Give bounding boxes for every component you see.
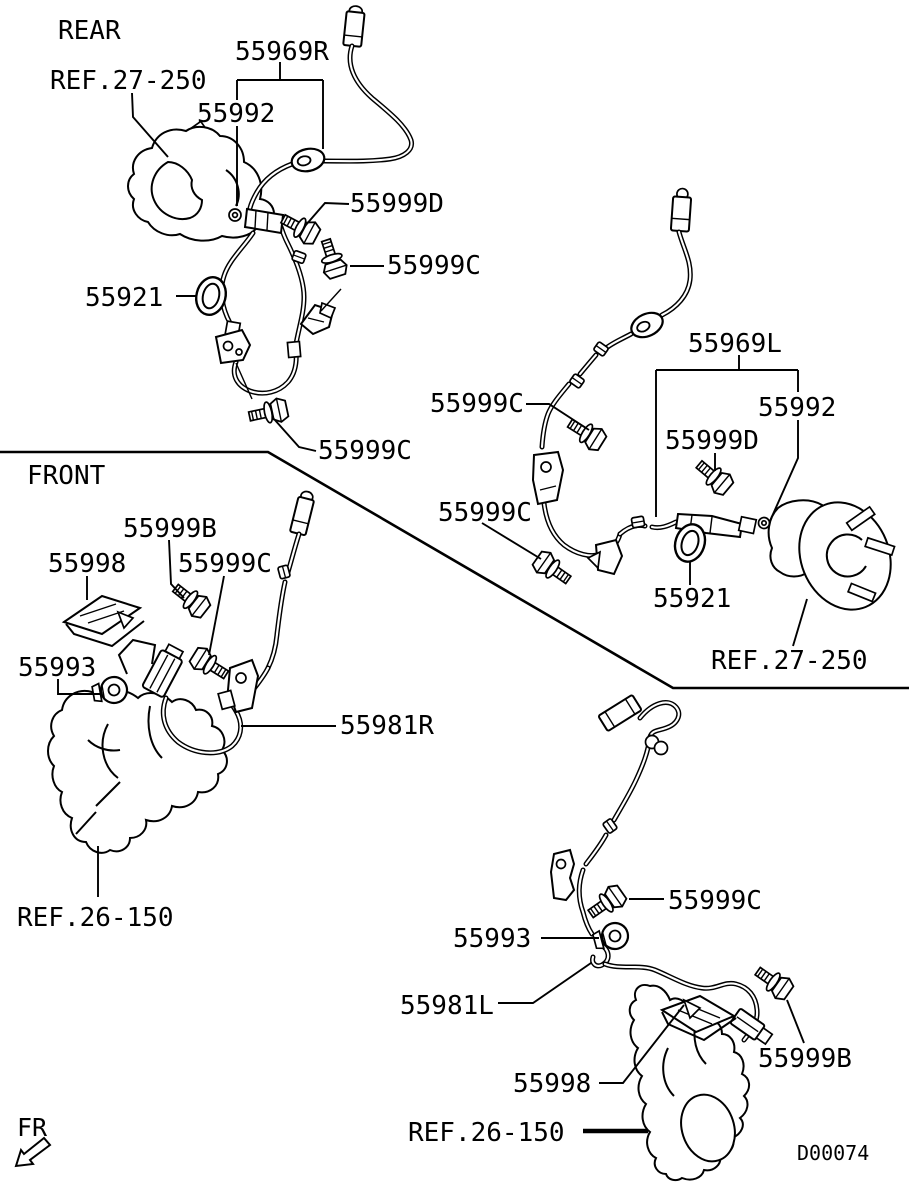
fr-direction-indicator <box>16 1113 50 1166</box>
part-label-55921-left: 55921 <box>85 283 164 313</box>
front-left-sensor <box>142 642 187 697</box>
part-label-ref27-250-left: REF.27-250 <box>50 66 207 96</box>
front-left-bolt-55999B <box>168 579 213 621</box>
front-right-grommet-55993 <box>591 920 631 954</box>
part-label-55999C-front-left: 55999C <box>178 549 272 579</box>
front-right-harness-cable <box>579 703 757 1040</box>
rear-left-mount-bracket <box>216 330 250 363</box>
part-label-55993-right: 55993 <box>453 924 532 954</box>
cable-core <box>605 334 631 349</box>
part-label-ref27-250-right: REF.27-250 <box>711 646 868 676</box>
front-left-connector <box>290 490 316 536</box>
drawing-code: D00074 <box>797 1141 870 1165</box>
rear-left-bolt-55999C-upper <box>315 237 350 281</box>
part-label-ref26-150-left: REF.26-150 <box>17 903 174 933</box>
rear-left-assembly <box>50 5 481 466</box>
section-title-front: FRONT <box>27 461 106 491</box>
front-left-wire-clip <box>119 640 155 674</box>
part-label-55998-left: 55998 <box>48 549 127 579</box>
front-left-clip <box>278 565 291 579</box>
part-label-55999B-right: 55999B <box>758 1044 852 1074</box>
rear-right-assembly <box>430 188 906 676</box>
part-label-55981R: 55981R <box>340 711 434 741</box>
part-label-55999B-left: 55999B <box>123 514 217 544</box>
rear-left-bolt-55999C-lower <box>247 397 289 428</box>
fr-direction-label: FR <box>17 1113 48 1142</box>
rear-right-mount-bracket <box>533 452 563 504</box>
rear-left-cable-bracket <box>301 303 335 334</box>
cable-core <box>580 355 596 374</box>
part-label-55999C-rear-right-upper: 55999C <box>430 389 524 419</box>
rear-right-hub <box>769 489 907 624</box>
rear-right-clip-2 <box>569 373 585 388</box>
rear-right-bolt-55999C-mid <box>530 548 575 589</box>
part-label-55993-left: 55993 <box>18 653 97 683</box>
part-label-55969R: 55969R <box>235 37 329 67</box>
cable-core <box>586 835 606 864</box>
rear-right-bolt-55999D <box>691 455 736 498</box>
cable-core <box>288 534 299 572</box>
part-label-55992-left: 55992 <box>197 99 276 129</box>
part-label-55999C-rear-left-lower: 55999C <box>318 436 412 466</box>
rear-right-bolt-55999C-upper <box>564 413 609 453</box>
part-label-55999D-right: 55999D <box>665 426 759 456</box>
section-title-rear: REAR <box>58 16 121 46</box>
part-label-55998-right: 55998 <box>513 1069 592 1099</box>
cable-core <box>324 46 412 161</box>
front-left-assembly <box>17 461 434 933</box>
rear-right-clip-3 <box>631 516 645 528</box>
part-label-55999C-front-right: 55999C <box>668 886 762 916</box>
front-left-shield-bracket <box>64 596 144 646</box>
rear-left-connector <box>343 5 365 47</box>
front-right-assembly <box>400 695 852 1180</box>
part-label-55999D-left: 55999D <box>350 189 444 219</box>
part-label-ref26-150-right: REF.26-150 <box>408 1118 565 1148</box>
rear-left-ferrule-2 <box>287 342 300 358</box>
rear-right-harness-cable <box>542 232 690 556</box>
front-right-connector <box>598 695 641 731</box>
rear-right-connector <box>671 188 692 232</box>
front-right-bolt-55999C <box>584 882 629 923</box>
rear-left-pass-grommet <box>290 146 327 174</box>
part-label-55992-right: 55992 <box>758 393 837 423</box>
part-label-55981L: 55981L <box>400 991 494 1021</box>
part-label-55921-right: 55921 <box>653 584 732 614</box>
front-right-sensor <box>730 1008 774 1046</box>
front-right-mount-bracket <box>551 850 574 900</box>
front-left-knuckle <box>48 689 227 853</box>
part-label-55999C-rear-left-upper: 55999C <box>387 251 481 281</box>
rear-right-sensor <box>588 540 622 574</box>
front-right-bolt-55999B <box>751 961 796 1002</box>
fr-direction-arrow-icon <box>16 1138 50 1166</box>
part-label-55999C-rear-right-mid: 55999C <box>438 498 532 528</box>
part-label-55969L: 55969L <box>688 329 782 359</box>
